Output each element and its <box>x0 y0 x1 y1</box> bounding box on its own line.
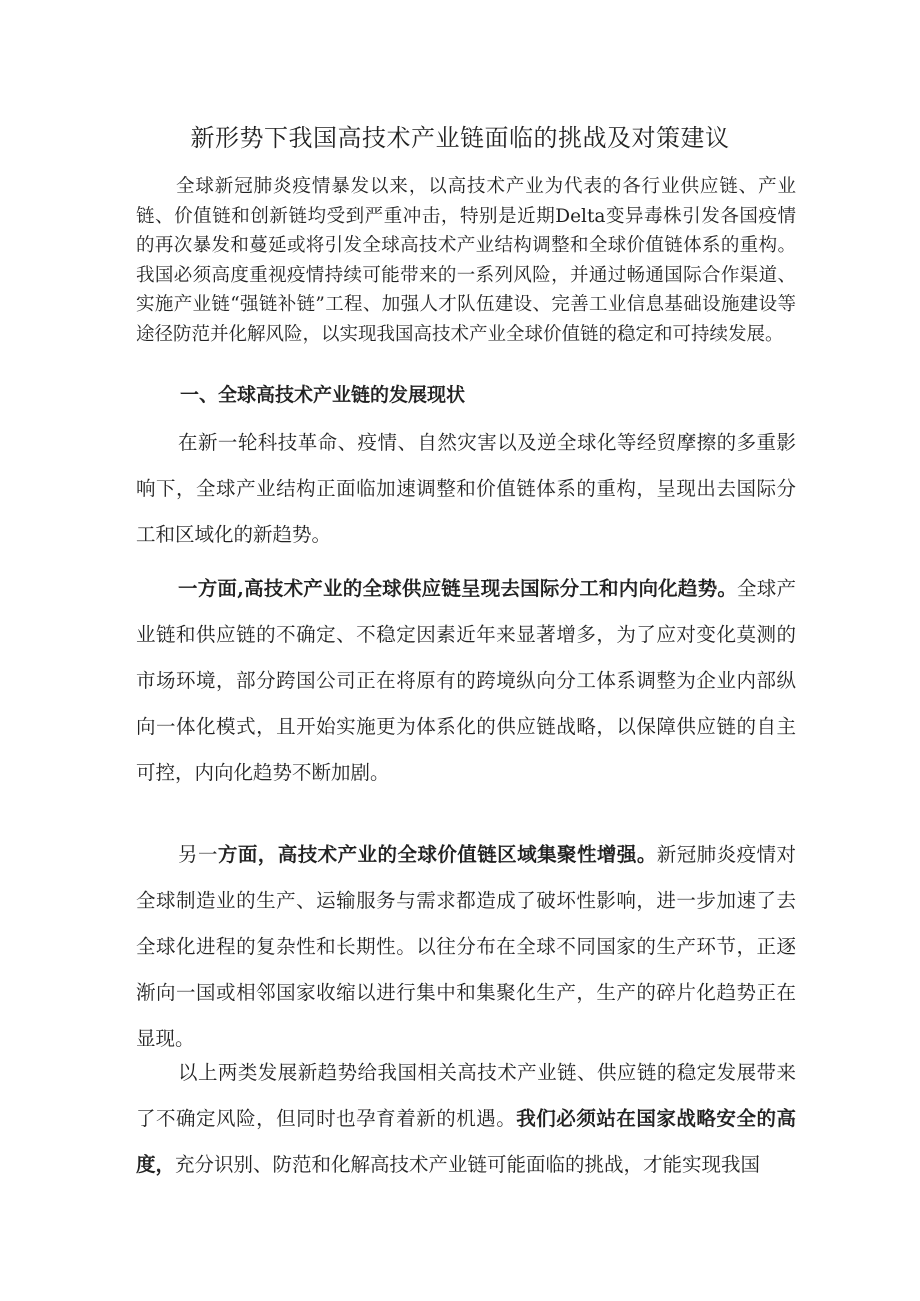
paragraph-4-bold: 我们必须站在国家战略安全的高度， <box>136 1107 796 1176</box>
paragraph-2-bold-lead: 一方面,高技术产业的全球供应链呈现去国际分工和内向化趋势。 <box>178 577 738 600</box>
paragraph-4-text: 充分识别、防范和化解高技术产业链可能面临的挑战，才能实现我国 <box>175 1153 761 1176</box>
paragraph-4-lead: 以上两类发展新趋势给我国相关高技术产业链、供应链的稳定发展带来了不确定风险，但同时也孕育着新的机遇。 <box>136 1061 796 1130</box>
paragraph-3-bold: 方面，高技术产业的全球价值链区域集聚性增强。 <box>217 843 657 866</box>
paragraph-3-text: 新冠肺炎疫情对全球制造业的生产、运输服务与需求都造成了破坏性影响，进一步加速了去全球化进程的复杂性和长期性。以往分布在全球不同国家的生产环节，正逐渐向一国或相邻国家收缩以进行集中和集聚化生产，生产的碎片化趋势正在显现。 <box>136 843 796 1050</box>
body-paragraph-1: 在新一轮科技革命、疫情、自然灾害以及逆全球化等经贸摩擦的多重影响下，全球产业结构正面临加速调整和价值链体系的重构，呈现出去国际分工和区域化的新趋势。 <box>136 431 796 546</box>
section-heading: 一、全球高技术产业链的发展现状 <box>180 384 466 406</box>
body-paragraph-2 <box>136 566 796 796</box>
intro-paragraph: 全球新冠肺炎疫情暴发以来，以高技术产业为代表的各行业供应链、产业链、价值链和创新链均受到严重冲击，特别是近期Delta变异毒株引发各国疫情的再次暴发和蔓延或将引发全球高技术产业结构调整和全球价值链体系的重构。我国必须高度重视疫情持续可能带来的一系列风险，并通过畅通国际合作渠道、实施产业链“强链补链”工程、加强人才队伍建设、完善工业信息基础设施建设等途径防范并化解风险，以实现我国高技术产业全球价值链的稳定和可持续发展。 <box>136 176 796 345</box>
paragraph-2-text: 全球产业链和供应链的不确定、不稳定因素近年来显著增多，为了应对变化莫测的市场环境，部分跨国公司正在将原有的跨境纵向分工体系调整为企业内部纵向一体化模式，且开始实施更为体系化的供应链战略，以保障供应链的自主可控，内向化趋势不断加剧。 <box>136 577 796 784</box>
document-title: 新形势下我国高技术产业链面临的挑战及对策建议 <box>190 124 730 152</box>
body-paragraph-4 <box>136 1050 796 1188</box>
paragraph-3-lead: 另一 <box>178 843 218 866</box>
body-paragraph-3 <box>136 832 796 1062</box>
